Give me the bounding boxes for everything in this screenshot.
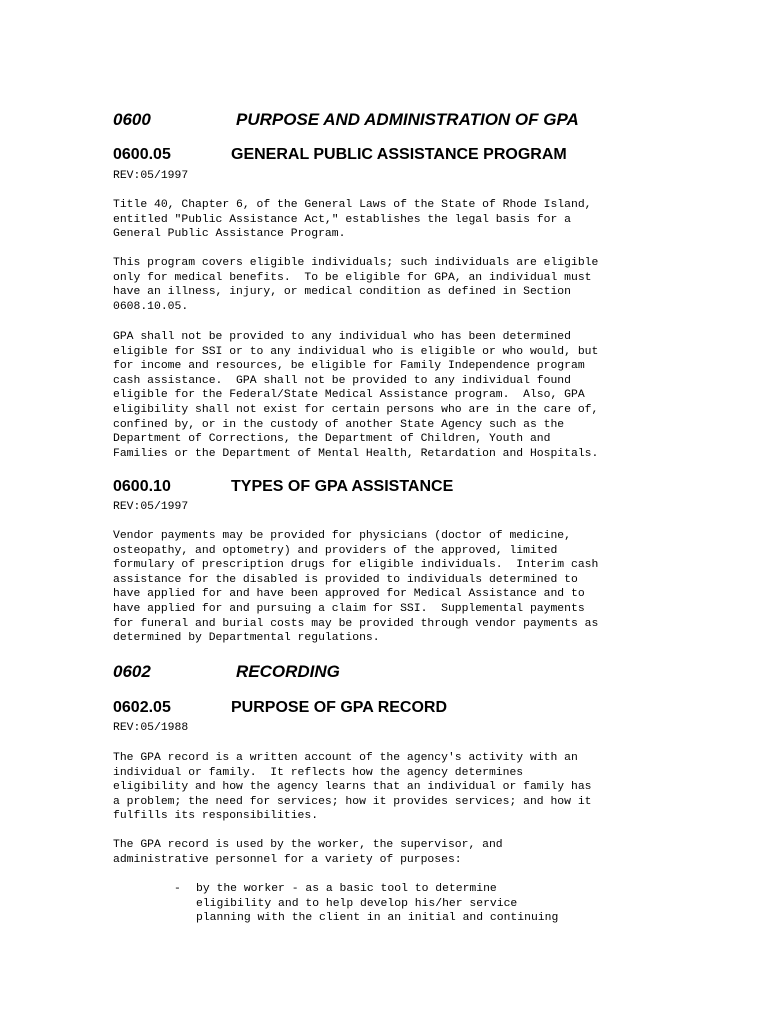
subsection-title: PURPOSE OF GPA RECORD (231, 699, 448, 716)
section-title: PURPOSE AND ADMINISTRATION OF GPA (236, 110, 579, 129)
subsection-number: 0602.05 (113, 699, 171, 716)
section-title: RECORDING (236, 662, 340, 681)
list-item: by the worker - as a basic tool to determine eligibility and to help develop his/her service planning with the client in an initial and continuing (196, 883, 559, 925)
section-number: 0602 (113, 662, 151, 681)
paragraph: The GPA record is used by the worker, the supervisor, and administrative personnel for a variety of purposes: (113, 839, 503, 866)
revision-date: REV:05/1997 (113, 501, 189, 513)
revision-date: REV:05/1988 (113, 722, 189, 734)
section-number: 0600 (113, 110, 151, 129)
subsection-number: 0600.05 (113, 146, 171, 163)
paragraph: The GPA record is a written account of the agency's activity with an individual or family. It reflects how the agency determines eligibility and how the agency learns that an individual or family has a problem; the need for services; how it provides services; and how it fulfills its responsibilities. (113, 752, 592, 823)
paragraph: Title 40, Chapter 6, of the General Laws of the State of Rhode Island, entitled "Public Assistance Act," establishes the legal basis for a General Public Assistance Program. (113, 199, 592, 241)
paragraph: This program covers eligible individuals; such individuals are eligible only for medical benefits. To be eligible for GPA, an individual must have an illness, injury, or medical condition as defined in Section 0608.10.05. (113, 257, 599, 313)
paragraph: Vendor payments may be provided for physicians (doctor of medicine, osteopathy, and optometry) and providers of the approved, limited formulary of prescription drugs for eligible individuals. Interim cash assistance for the disabled is provided to individuals determined to have applied for and have been approved for Medical Assistance and to have applied for and pursuing a claim for SSI. Supplemental payments for funeral and burial costs may be provided through vendor payments as determined by Departmental regulations. (113, 530, 599, 645)
subsection-title: TYPES OF GPA ASSISTANCE (231, 478, 454, 495)
subsection-number: 0600.10 (113, 478, 171, 495)
revision-date: REV:05/1997 (113, 170, 189, 182)
list-item-marker: - (174, 883, 181, 895)
paragraph: GPA shall not be provided to any individual who has been determined eligible for SSI or to any individual who is eligible or who would, but for income and resources, be eligible for Family Independence program cash assistance. GPA shall not be provided to any individual found eligible for the Federal/State Medical Assistance program. Also, GPA eligibility shall not exist for certain persons who are in the care of, confined by, or in the custody of another State Agency such as the Department of Corrections, the Department of Children, Youth and Families or the Department of Mental Health, Retardation and Hospitals. (113, 331, 599, 460)
subsection-title: GENERAL PUBLIC ASSISTANCE PROGRAM (231, 146, 567, 163)
